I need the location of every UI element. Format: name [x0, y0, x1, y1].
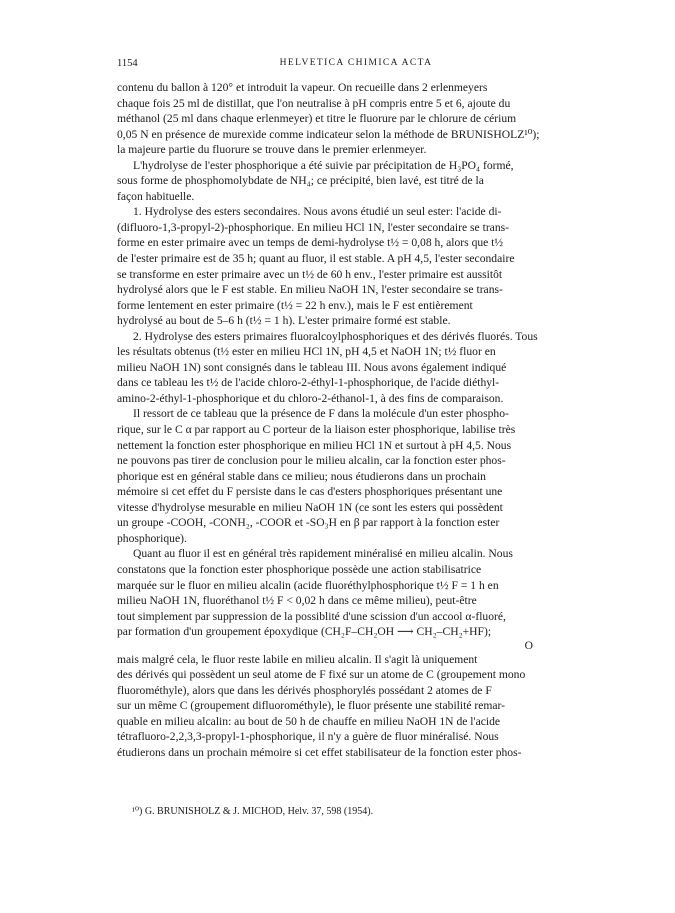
text-line: tétrafluoro-2,2,3,3-propyl-1-phosphorique, il n'y a guère de fluor minéralisé. Nous: [117, 730, 499, 744]
text-line: nettement la fonction ester phosphorique en milieu HCl 1N et surtout à pH 4,5. Nous: [117, 438, 512, 452]
paragraph-5: [117, 406, 595, 546]
text-line: étudierons dans un prochain mémoire si cet effet stabilisateur de la fonction ester phos-: [117, 745, 522, 759]
text-line: mémoire si cet effet du F persiste dans le cas d'esters phosphoriques présentant une: [117, 485, 503, 499]
text-line: rique, sur le C α par rapport au C porteur de la liaison ester phosphorique, labilise très: [117, 423, 516, 437]
text-line: milieu NaOH 1N, fluoréthanol t½ F < 0,02 h dans ce même milieu), peut-être: [117, 594, 477, 608]
text-line: se transforme en ester primaire avec un t½ de 60 h env., l'ester primaire est aussitôt: [117, 267, 503, 281]
text-line: hydrolysé alors que le F est stable. En milieu NaOH 1N, l'ester secondaire se trans-: [117, 283, 503, 297]
text-line: milieu NaOH 1N) sont consignés dans le tableau III. Nous avons également indiqué: [117, 360, 507, 374]
text-line: contenu du ballon à 120° et introduit la vapeur. On recueille dans 2 erlenmeyers: [117, 81, 488, 94]
text-line: vitesse d'hydrolyse mesurable en milieu NaOH 1N (ce sont les esters qui possèdent: [117, 500, 503, 514]
text-line: la majeure partie du fluorure se trouve dans le premier erlenmeyer.: [117, 143, 427, 157]
paragraph-4: [117, 329, 595, 407]
text-line: Il ressort de ce tableau que la présence de F dans la molécule d'un ester phospho-: [133, 407, 509, 421]
body-text: [117, 80, 595, 761]
text-line: 1. Hydrolyse des esters secondaires. Nous avons étudié un seul ester: l'acide di-: [133, 205, 502, 219]
text-line: marquée sur le fluor en milieu alcalin (acide fluoréthylphosphorique t½ F = 1 h en: [117, 578, 499, 592]
text-line: hydrolysé au bout de 5–6 h (t½ = 1 h). L'ester primaire formé est stable.: [117, 314, 451, 328]
epoxide-formula-line: par formation d'un groupement époxydique (CH₂F–CH₂OH ⟶ CH₂–CH₂+HF);: [117, 625, 492, 639]
text-line: façon habituelle.: [117, 189, 195, 203]
text-line: sous forme de phosphomolybdate de NH₄; ce précipité, bien lavé, est titré de la: [117, 174, 484, 188]
text-line: Quant au fluor il est en général très rapidement minéralisé en milieu alcalin. Nous: [133, 547, 513, 561]
text-line: ne pouvons pas tirer de conclusion pour le milieu alcalin, car la fonction ester phos-: [117, 454, 506, 468]
text-line: (difluoro-1,3-propyl-2)-phosphorique. En milieu HCl 1N, l'ester secondaire se trans-: [117, 220, 509, 234]
epoxide-oxygen-bridge: O: [524, 638, 533, 652]
text-line: quable en milieu alcalin: au bout de 50 h de chauffe en milieu NaOH 1N de l'acide: [117, 714, 501, 728]
text-line: un groupe -COOH, -CONH₂, -COOR et -SO₃H en β par rapport à la fonction ester: [117, 516, 500, 530]
footnote: ¹⁰) G. BRUNISHOLZ & J. MICHOD, Helv. 37, 598 (1954).: [132, 806, 374, 817]
text-line: chaque fois 25 ml de distillat, que l'on neutralise à pH compris entre 5 et 6, ajoute du: [117, 96, 511, 110]
page-number: 1154: [117, 58, 138, 69]
text-line: phorique est en général stable dans ce milieu; nous étudierons dans un prochain: [117, 469, 486, 483]
text-line: dans ce tableau les t½ de l'acide chloro-2-éthyl-1-phosphorique, de l'acide diéthyl-: [117, 376, 500, 390]
text-line: constatons que la fonction ester phosphorique possède une action stabilisatrice: [117, 562, 482, 576]
text-line: L'hydrolyse de l'ester phosphorique a été suivie par précipitation de H₃PO₄ formé,: [133, 158, 514, 172]
text-line: phosphorique).: [117, 531, 187, 545]
text-line: les résultats obtenus (t½ ester en milieu HCl 1N, pH 4,5 et NaOH 1N; t½ fluor en: [117, 345, 496, 359]
text-line: tout simplement par suppression de la possiblité d'une scission d'un accool α-fluoré,: [117, 609, 506, 623]
text-line: des dérivés qui possèdent un seul atome de F fixé sur un atome de C (groupement mono: [117, 668, 526, 682]
paragraph-3: [117, 204, 595, 328]
text-line: de l'ester primaire est de 35 h; quant au fluor, il est stable. A pH 4,5, l'ester secondaire: [117, 252, 515, 266]
text-line: amino-2-éthyl-1-phosphorique et du chloro-2-éthanol-1, à des fins de comparaison.: [117, 391, 504, 405]
paragraph-6: [117, 546, 595, 760]
paragraph-1: [117, 80, 595, 158]
text-line: 0,05 N en présence de murexide comme indicateur selon la méthode de BRUNISHOLZ¹⁰);: [117, 127, 540, 141]
paragraph-2: [117, 158, 595, 205]
text-line: mais malgré cela, le fluor reste labile en milieu alcalin. Il s'agit là uniquement: [117, 652, 478, 666]
running-head: HELVETICA CHIMICA ACTA: [279, 58, 433, 68]
text-line: forme lentement en ester primaire (t½ = 22 h env.), mais le F est entièrement: [117, 298, 473, 312]
text-line: forme en ester primaire avec un temps de demi-hydrolyse t½ = 0,08 h, alors que t½: [117, 236, 504, 250]
text-line: méthanol (25 ml dans chaque erlenmeyer) et titre le fluorure par le chlorure de cérium: [117, 112, 517, 126]
page-header: [117, 58, 595, 74]
text-line: fluorométhyle), alors que dans les dérivés phosphorylés possédant 2 atomes de F: [117, 683, 492, 697]
text-line: 2. Hydrolyse des esters primaires fluoralcoylphosphoriques et des dérivés fluorés. Tous: [133, 329, 538, 343]
text-line: sur un même C (groupement difluorométhyle), le fluor présente une stabilité remar-: [117, 699, 506, 713]
